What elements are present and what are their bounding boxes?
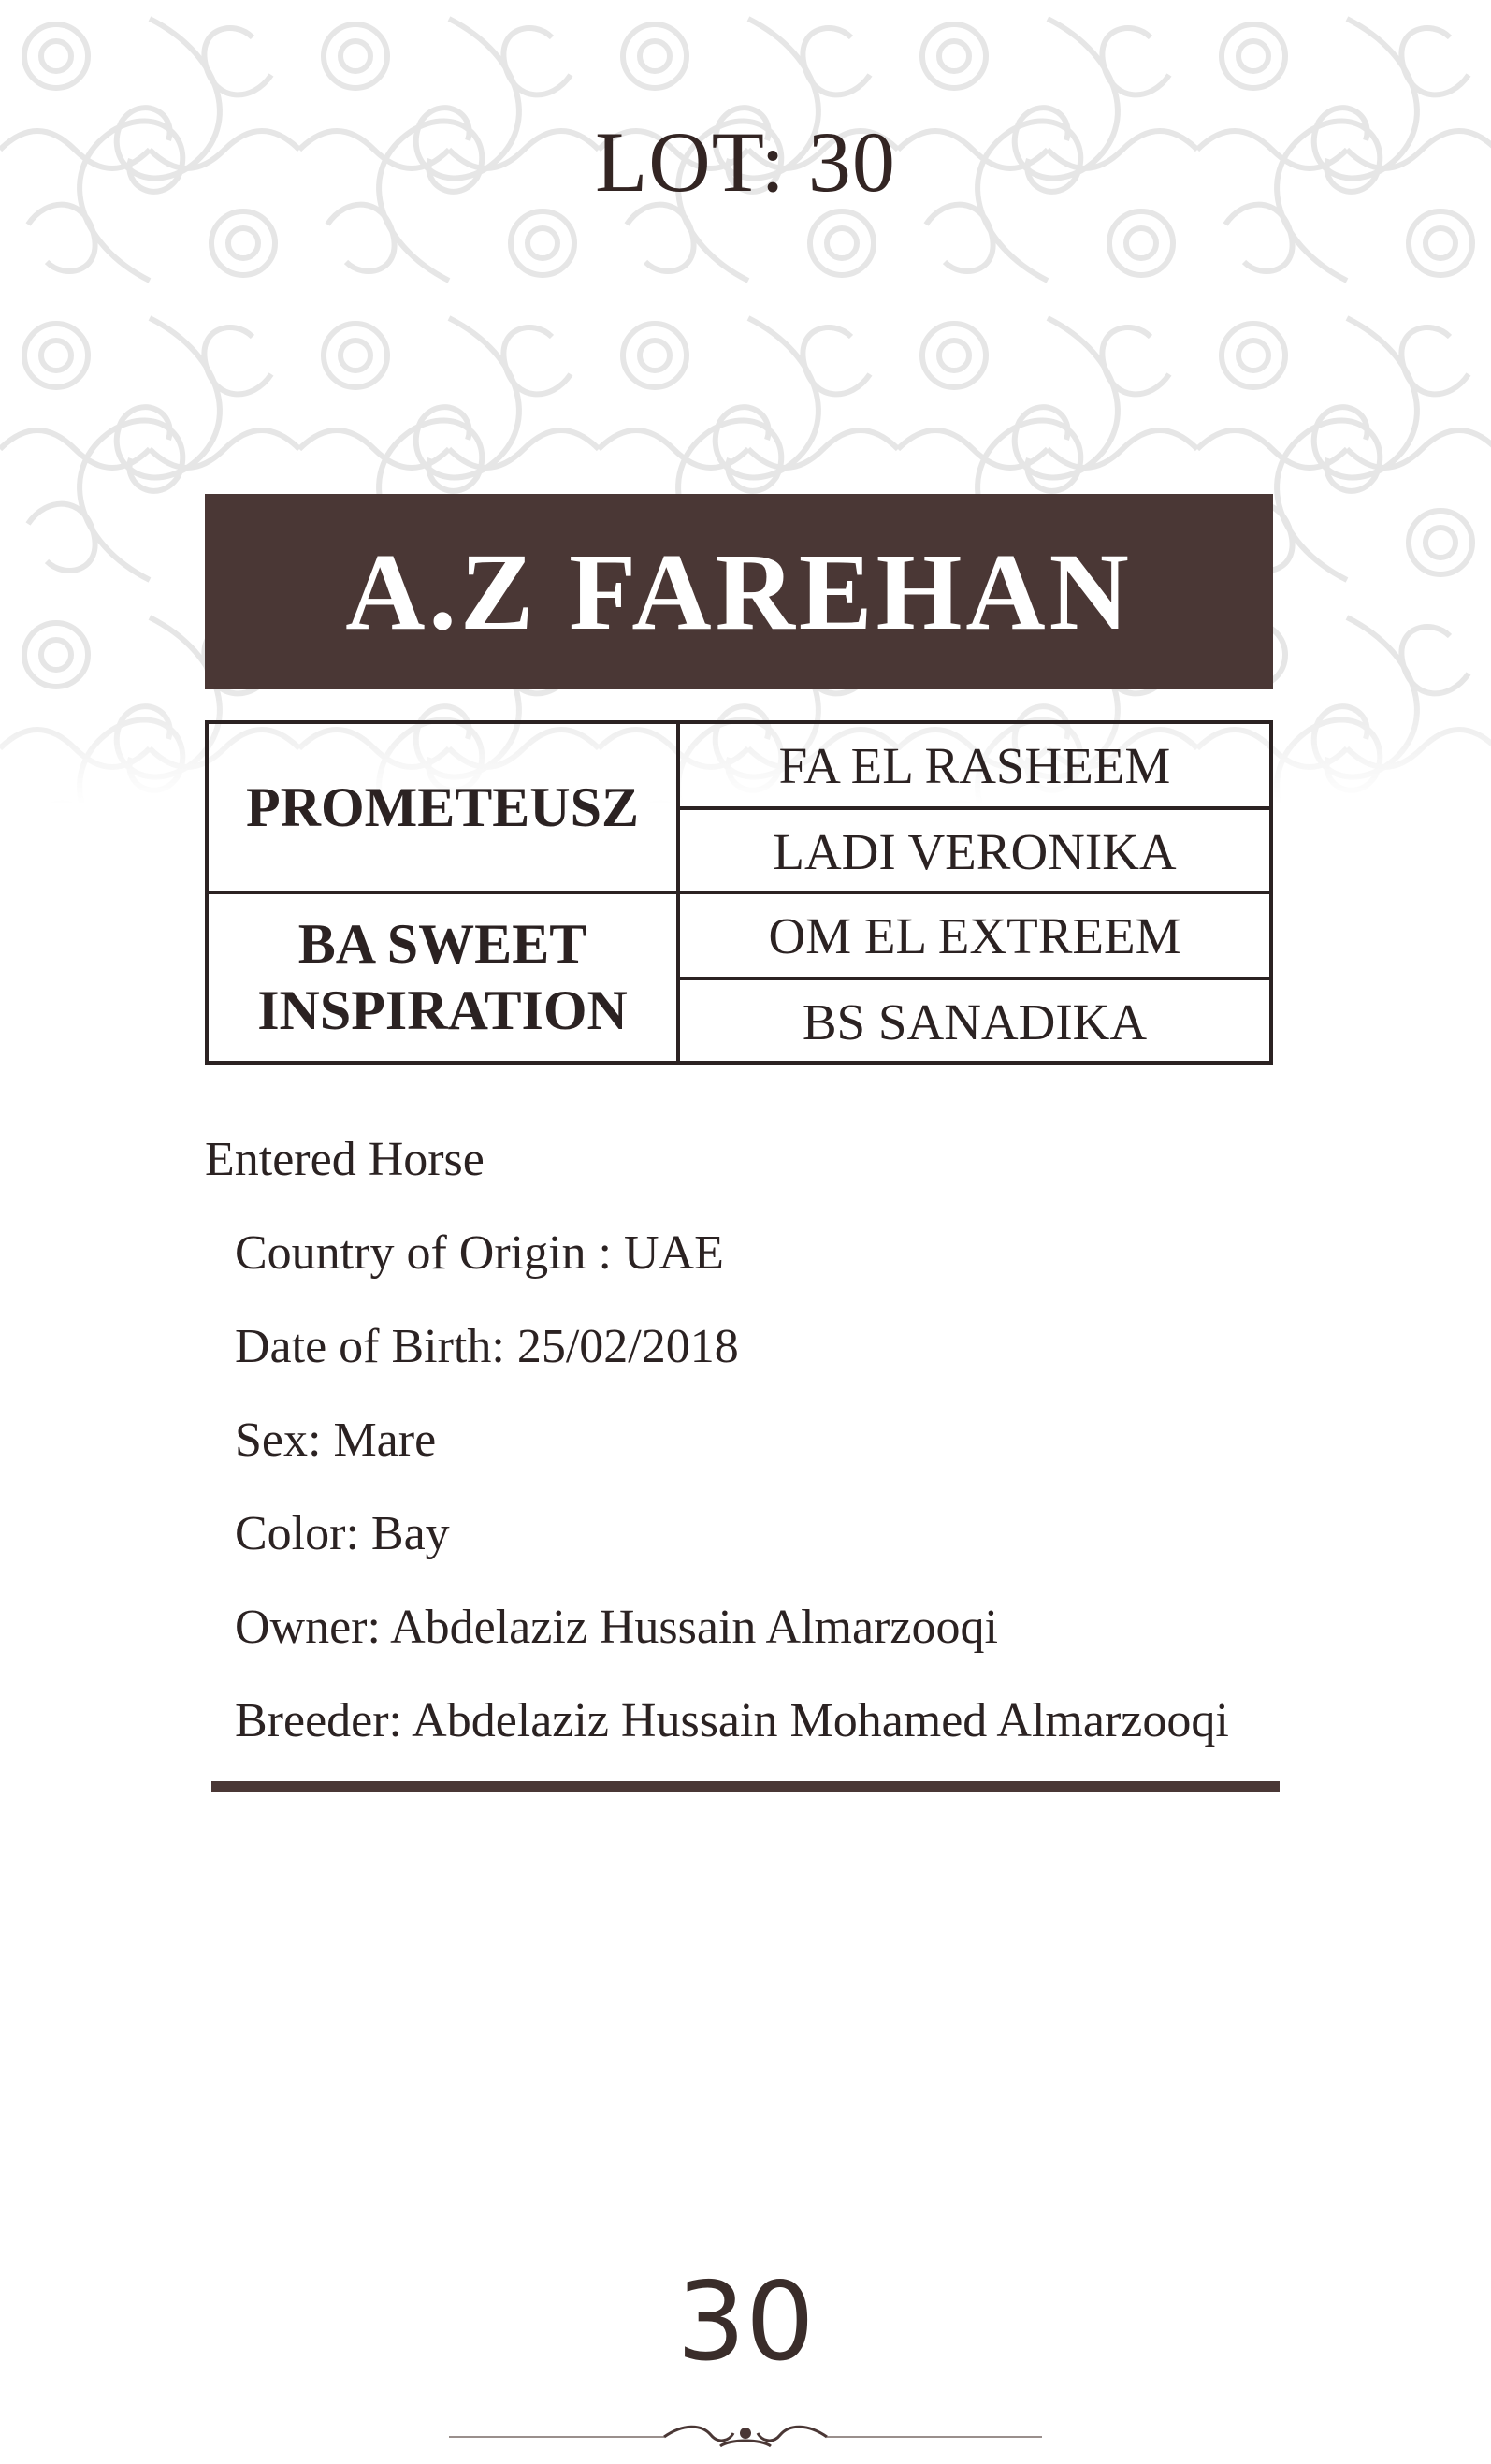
horse-name-banner — [205, 494, 1273, 689]
pedigree-dam — [209, 894, 676, 1061]
lot-number: LOT: 30 — [595, 114, 896, 210]
page-number: 30 — [676, 2259, 815, 2385]
ornamental-flourish-icon — [449, 2418, 1042, 2456]
horse-details — [205, 1132, 1229, 1768]
pedigree-sire-dam: LADI VERONIKA — [773, 822, 1177, 880]
pedigree-dam-dam: BS SANADIKA — [802, 993, 1148, 1051]
pedigree-dam-line2: INSPIRATION — [257, 979, 628, 1041]
detail-country: Country of Origin : UAE — [235, 1226, 724, 1280]
detail-owner: Owner: Abdelaziz Hussain Almarzooqi — [235, 1601, 998, 1654]
horse-name: A.Z FAREHAN — [345, 529, 1133, 653]
detail-sex: Sex: Mare — [235, 1413, 437, 1467]
section-divider-rule — [211, 1781, 1280, 1792]
detail-birth-date: Date of Birth: 25/02/2018 — [235, 1320, 739, 1373]
pedigree-dam-sire: OM EL EXTREEM — [768, 906, 1181, 964]
pedigree-sire: PROMETEUSZ — [245, 775, 640, 838]
pedigree-table — [205, 720, 1273, 1065]
details-heading: Entered Horse — [205, 1133, 485, 1186]
detail-breeder: Breeder: Abdelaziz Hussain Mohamed Almarzooqi — [235, 1694, 1229, 1747]
pedigree-dam-line1: BA SWEET — [297, 913, 587, 976]
pedigree-sire-sire: FA EL RASHEEM — [778, 736, 1171, 794]
detail-color: Color: Bay — [235, 1507, 450, 1560]
